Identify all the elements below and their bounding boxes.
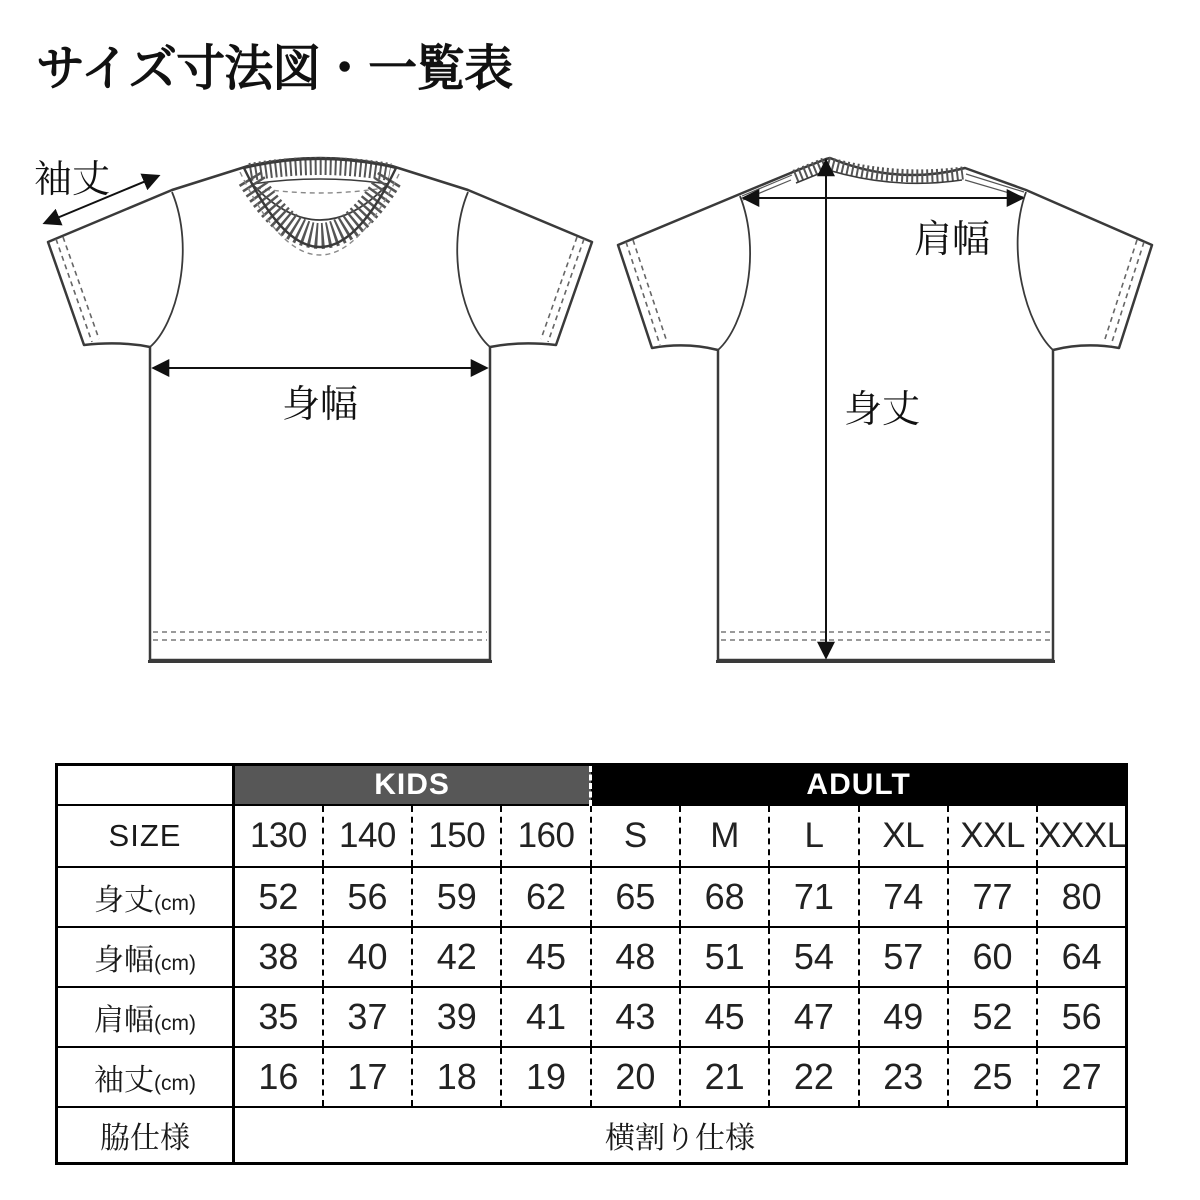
measurement-cell: 20 xyxy=(591,1047,680,1107)
measurement-cell: 23 xyxy=(859,1047,948,1107)
sleeve-length-row-label: 袖丈(cm) xyxy=(57,1047,234,1107)
side-spec-value: 横割り仕様 xyxy=(234,1107,1127,1164)
measurement-cell: 22 xyxy=(769,1047,858,1107)
measurement-cell: 60 xyxy=(948,927,1037,987)
measurement-cell: 52 xyxy=(948,987,1037,1047)
adult-group-header: ADULT xyxy=(591,765,1127,805)
measurement-cell: 42 xyxy=(412,927,501,987)
size-cell: XXL xyxy=(948,805,1037,867)
measurement-cell: 43 xyxy=(591,987,680,1047)
shoulder-width-row-label: 肩幅(cm) xyxy=(57,987,234,1047)
side-spec-row-label: 脇仕様 xyxy=(57,1107,234,1164)
measurement-cell: 45 xyxy=(501,927,590,987)
body-width-row xyxy=(57,927,1127,987)
measurement-cell: 49 xyxy=(859,987,948,1047)
size-table xyxy=(55,763,1128,1165)
measurement-cell: 65 xyxy=(591,867,680,927)
body-width-row-label: 身幅(cm) xyxy=(57,927,234,987)
measurement-cell: 37 xyxy=(323,987,412,1047)
measurement-cell: 19 xyxy=(501,1047,590,1107)
measurement-cell: 68 xyxy=(680,867,769,927)
measurement-cell: 16 xyxy=(234,1047,323,1107)
back-shirt-drawing xyxy=(618,158,1152,662)
measurement-cell: 56 xyxy=(1037,987,1126,1047)
size-cell: L xyxy=(769,805,858,867)
shoulder-width-row xyxy=(57,987,1127,1047)
measurement-cell: 59 xyxy=(412,867,501,927)
measurement-cell: 27 xyxy=(1037,1047,1126,1107)
body-length-row-label: 身丈(cm) xyxy=(57,867,234,927)
size-row-label: SIZE xyxy=(57,805,234,867)
measurement-cell: 71 xyxy=(769,867,858,927)
measurement-cell: 80 xyxy=(1037,867,1126,927)
measurement-cell: 40 xyxy=(323,927,412,987)
size-cell: 140 xyxy=(323,805,412,867)
body-length-row xyxy=(57,867,1127,927)
measurement-cell: 17 xyxy=(323,1047,412,1107)
size-cell: XXXL xyxy=(1037,805,1126,867)
size-cell: S xyxy=(591,805,680,867)
size-cell: XL xyxy=(859,805,948,867)
measurement-cell: 39 xyxy=(412,987,501,1047)
measurement-cell: 45 xyxy=(680,987,769,1047)
measurement-cell: 25 xyxy=(948,1047,1037,1107)
shoulder-width-label: 肩幅 xyxy=(913,219,991,261)
measurement-cell: 51 xyxy=(680,927,769,987)
group-header-row xyxy=(57,765,1127,805)
measurement-cell: 74 xyxy=(859,867,948,927)
page-title: サイズ寸法図・一覧表 xyxy=(36,42,513,96)
measurement-cell: 18 xyxy=(412,1047,501,1107)
measurement-cell: 35 xyxy=(234,987,323,1047)
measurement-cell: 54 xyxy=(769,927,858,987)
measurement-cell: 56 xyxy=(323,867,412,927)
sleeve-length-row xyxy=(57,1047,1127,1107)
size-cell: 160 xyxy=(501,805,590,867)
body-width-label: 身幅 xyxy=(281,384,359,426)
measurement-cell: 41 xyxy=(501,987,590,1047)
measurement-cell: 21 xyxy=(680,1047,769,1107)
side-spec-row xyxy=(57,1107,1127,1164)
measurement-cell: 64 xyxy=(1037,927,1126,987)
measurement-cell: 38 xyxy=(234,927,323,987)
measurement-cell: 62 xyxy=(501,867,590,927)
size-cell: 130 xyxy=(234,805,323,867)
front-shirt-drawing xyxy=(34,158,592,662)
measurement-cell: 77 xyxy=(948,867,1037,927)
measurement-cell: 57 xyxy=(859,927,948,987)
sleeve-length-label: 袖丈 xyxy=(34,159,111,201)
body-length-label: 身丈 xyxy=(844,389,921,431)
kids-group-header: KIDS xyxy=(234,765,591,805)
size-cell: 150 xyxy=(412,805,501,867)
tshirt-size-diagram xyxy=(0,130,1200,750)
measurement-cell: 47 xyxy=(769,987,858,1047)
size-row xyxy=(57,805,1127,867)
size-cell: M xyxy=(680,805,769,867)
measurement-cell: 48 xyxy=(591,927,680,987)
measurement-cell: 52 xyxy=(234,867,323,927)
header-blank-cell xyxy=(57,765,234,805)
